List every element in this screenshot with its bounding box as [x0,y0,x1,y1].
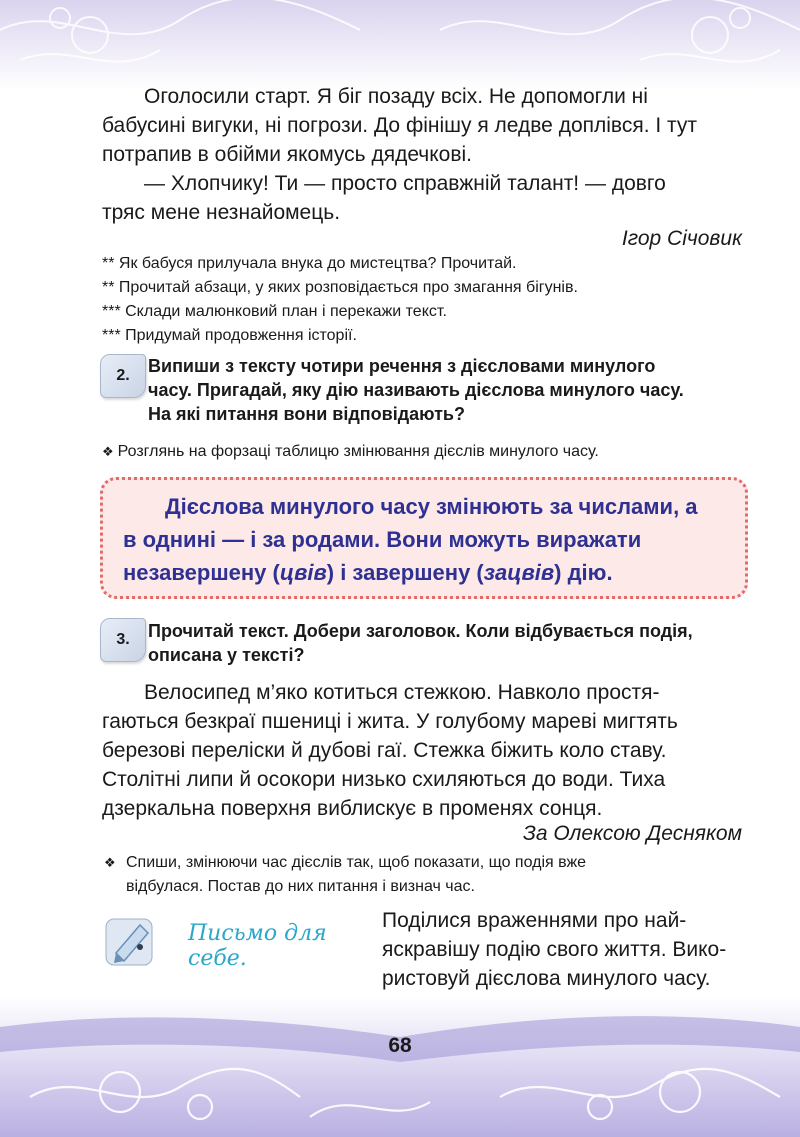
text2-line: Велосипед м’яко котиться стежкою. Навколо простя- [144,681,660,704]
write-for-self-logo [102,905,372,975]
text2-line: березові переліски й дубові гаї. Стежка біжить коло ставу. [102,739,667,762]
write-line: Поділися враженнями про най- [382,909,687,932]
rule-line [123,556,727,589]
rule-line: в однині — і за родами. Вони можуть виражати [123,527,642,552]
story-quote-line: — Хлопчику! Ти — просто справжній талант! — довго [144,172,666,195]
write-line: яскравішу подію свого життя. Вико- [382,938,727,961]
write-for-self-label: Письмо для себе. [188,921,327,971]
exercise-line: На які питання вони відповідають? [148,404,465,424]
rule-example: зацвів [483,560,555,585]
note-line: відбулася. Постав до них питання і визнач час. [126,878,475,895]
note-text [126,851,742,899]
bullet-icon: ❖ [102,444,114,459]
rule-fragment: ) дію. [554,560,613,585]
rule-text [123,490,727,589]
story-quote [102,169,742,227]
task-item: ** Як бабуся прилучала внука до мистецтва? Прочитай. [102,255,517,272]
task-item: ** Прочитай абзаци, у яких розповідається про змагання бігунів. [102,279,578,296]
rule-fragment: ) і завершену ( [326,560,484,585]
write-line: ристовуй дієслова минулого часу. [382,967,711,990]
task-list [102,252,742,348]
text2-line: дзеркальна поверхня виблискує в променях сонця. [102,797,603,820]
exercise-line: описана у тексті? [148,645,305,665]
story-line: Оголосили старт. Я біг позаду всіх. Не допомогли ні [144,85,648,108]
task-item: *** Придумай продовження історії. [102,327,357,344]
task-item: *** Склади малюнковий план і перекажи текст. [102,303,447,320]
write-for-self-text [382,906,742,993]
rule-box [100,477,748,599]
rule-example: цвів [279,560,327,585]
story-quote-line: тряс мене незнайомець. [102,201,341,224]
page-number: 68 [388,1034,412,1057]
note-formzac [102,440,742,464]
note-rewrite [102,851,742,899]
story-paragraph [102,82,742,169]
note-line: Спиши, змінюючи час дієслів так, щоб показати, що подія вже [126,854,587,871]
exercise-2-text [148,354,750,426]
exercise-number-badge: 3. [100,618,146,662]
story-author: Ігор Січовик [621,227,742,250]
rule-fragment: незавершену ( [123,560,280,585]
exercise-2 [100,352,750,432]
exercise-line: Випиши з тексту чотири речення з дієсловами минулого [148,356,656,376]
text2-paragraph [102,678,742,823]
text2-author: За Олексою Десняком [522,822,742,845]
note-text: Розглянь на форзаці таблицю змінювання дієслів минулого часу. [117,443,599,460]
story-line: потрапив в обійми якомусь дядечкові. [102,143,473,166]
exercise-line: Прочитай текст. Добери заголовок. Коли відбувається подія, [148,621,693,641]
text2-line: гаються безкраї пшениці і жита. У голубому мареві мигтять [102,710,678,733]
exercise-number-badge: 2. [100,354,146,398]
bullet-icon: ❖ [104,855,116,870]
rule-line: Дієслова минулого часу змінюють за числами, а [165,494,698,519]
story-line: бабусині вигуки, ні погрози. До фінішу я ледве доплівся. І тут [102,114,698,137]
text2-line: Столітні липи й осокори низько схиляються до води. Тиха [102,768,666,791]
exercise-3 [100,618,750,670]
exercise-3-text [148,619,750,667]
exercise-line: часу. Пригадай, яку дію називають дієслова минулого часу. [148,380,684,400]
